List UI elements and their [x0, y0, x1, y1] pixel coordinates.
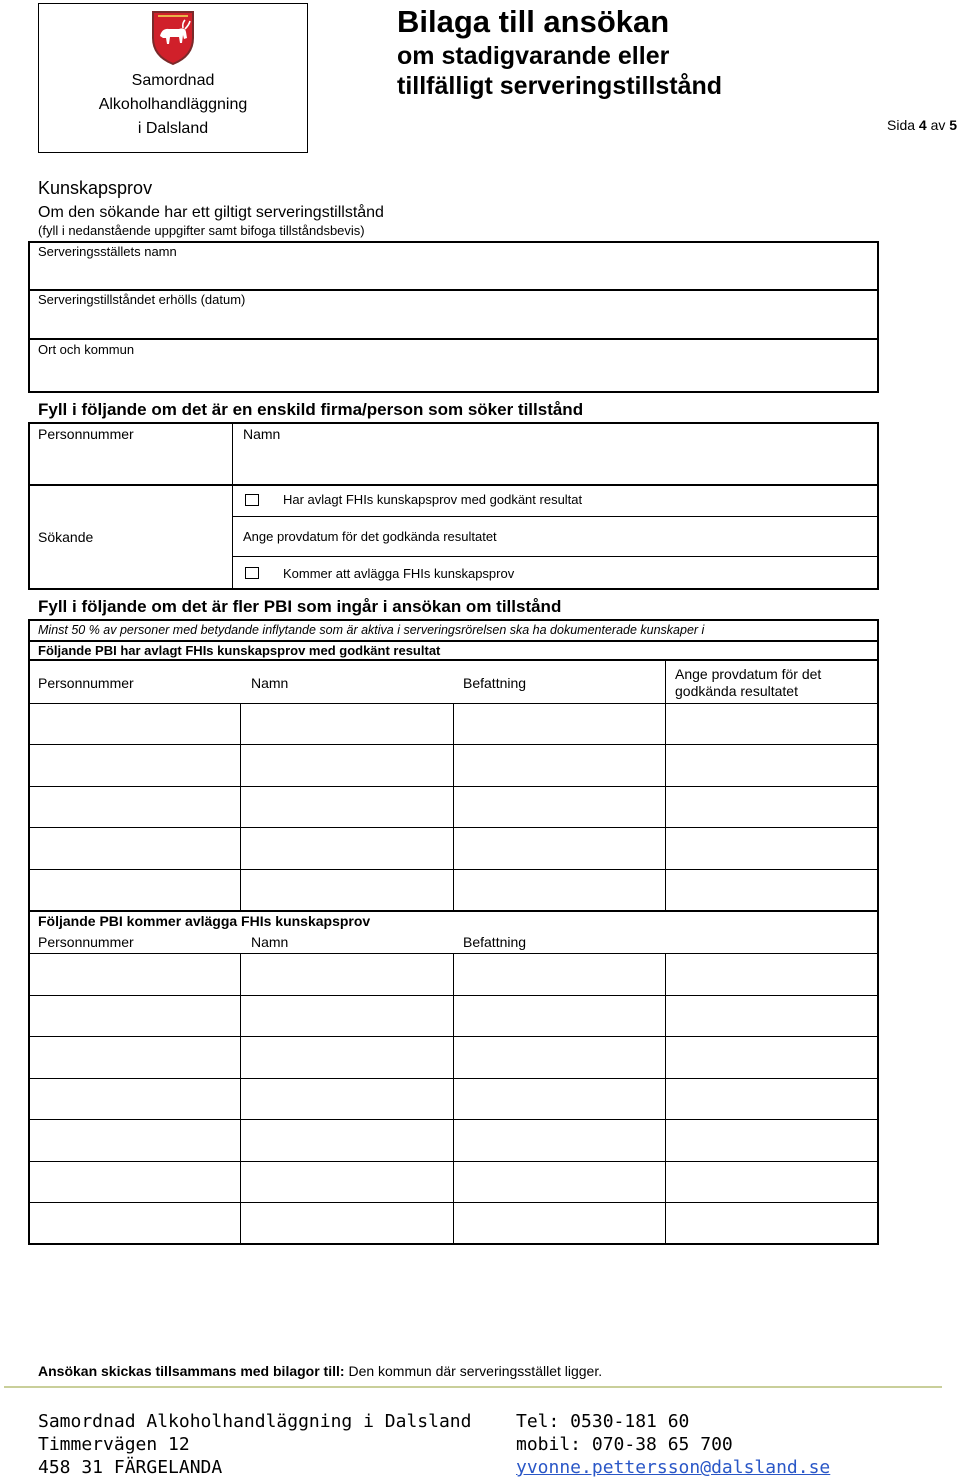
pbi-col-date-line2: godkända resultatet — [675, 683, 798, 699]
pbi-passed-row[interactable] — [30, 870, 877, 910]
applicant-row-label: Sökande — [38, 529, 94, 545]
page-total: 5 — [949, 117, 958, 133]
pbi-will-take-row[interactable] — [30, 1037, 877, 1078]
field-label-venue-name: Serveringsställets namn — [38, 244, 177, 259]
option-will-take-label: Kommer att avlägga FHIs kunskapsprov — [283, 566, 515, 581]
pbi-col-befattning: Befattning — [463, 675, 527, 691]
applicant-namn-input[interactable] — [234, 445, 877, 483]
option-date-label: Ange provdatum för det godkända resultatet — [243, 529, 497, 544]
footer-org-name: Samordnad Alkoholhandläggning i Dalsland — [38, 1411, 472, 1432]
pbi-will-take-row[interactable] — [30, 1162, 877, 1202]
submission-note — [38, 1363, 602, 1379]
pbi-passed-row[interactable] — [30, 745, 877, 786]
document-subtitle-line2: tillfälligt serveringstillstånd — [397, 72, 723, 100]
section-heading-applicant: Fyll i följande om det är en enskild firma/person som söker tillstånd — [38, 400, 584, 419]
footer-mobile: mobil: 070-38 65 700 — [516, 1434, 733, 1455]
footer-divider — [4, 1386, 942, 1388]
submission-note-rest: Den kommun där serveringsstället ligger. — [348, 1363, 603, 1379]
header-logo-box — [38, 3, 308, 153]
pbi-will-take-row[interactable] — [30, 1203, 877, 1243]
section-heading-kunskapsprov: Kunskapsprov — [38, 178, 153, 198]
pbi-will-take-row[interactable] — [30, 996, 877, 1036]
document-title: Bilaga till ansökan — [397, 4, 670, 39]
pbi-note: Minst 50 % av personer med betydande inflytande som är aktiva i serveringsrörelsen ska ha dokumenterade kunskaper i — [38, 623, 705, 637]
section-heading-pbi: Fyll i följande om det är fler PBI som ingår i ansökan om tillstånd — [38, 597, 562, 616]
footer-phone: Tel: 0530-181 60 — [516, 1411, 690, 1432]
location-input[interactable] — [30, 360, 877, 391]
field-label-permit-date: Serveringstillståndet erhölls (datum) — [38, 292, 246, 307]
pbi-will-take-heading: Följande PBI kommer avlägga FHIs kunskapsprov — [38, 913, 371, 929]
applicant-personnummer-input[interactable] — [30, 445, 230, 483]
checkbox-will-take-exam[interactable] — [245, 567, 259, 579]
pbi2-col-befattning: Befattning — [463, 934, 527, 950]
permit-note: (fyll i nedanstående uppgifter samt bifoga tillståndsbevis) — [38, 223, 365, 238]
municipal-crest-icon — [149, 8, 197, 66]
pbi-passed-row[interactable] — [30, 828, 877, 869]
document-subtitle-line1: om stadigvarande eller — [397, 42, 670, 70]
page-number — [887, 117, 957, 133]
pbi-col-namn: Namn — [251, 675, 289, 691]
pbi-will-take-row[interactable] — [30, 954, 877, 995]
page-prefix: Sida — [887, 117, 916, 133]
pbi-passed-row[interactable] — [30, 704, 877, 744]
footer-city: 458 31 FÄRGELANDA — [38, 1457, 223, 1478]
checkbox-passed-exam[interactable] — [245, 494, 259, 506]
field-label-location: Ort och kommun — [38, 342, 135, 357]
pbi-col-date-line1: Ange provdatum för det — [675, 666, 822, 682]
org-name-line3: i Dalsland — [137, 120, 209, 137]
permit-intro: Om den sökande har ett giltigt serveringstillstånd — [38, 204, 384, 221]
pbi-passed-heading: Följande PBI har avlagt FHIs kunskapsprov med godkänt resultat — [38, 643, 441, 658]
applicant-col-namn: Namn — [243, 426, 281, 442]
pbi-will-take-row[interactable] — [30, 1120, 877, 1161]
pbi-passed-row[interactable] — [30, 787, 877, 827]
pbi2-col-namn: Namn — [251, 934, 289, 950]
org-name-line1: Samordnad — [131, 72, 215, 89]
page-of: av — [930, 117, 946, 133]
pbi-will-take-row[interactable] — [30, 1079, 877, 1119]
page-current: 4 — [918, 117, 927, 133]
pbi-col-personnummer: Personnummer — [38, 675, 134, 691]
option-passed-label: Har avlagt FHIs kunskapsprov med godkänt resultat — [283, 492, 583, 507]
footer-email-link[interactable]: yvonne.pettersson@dalsland.se — [516, 1457, 831, 1478]
venue-name-input[interactable] — [30, 262, 877, 288]
org-name-line2: Alkoholhandläggning — [98, 96, 248, 113]
applicant-col-personnummer: Personnummer — [38, 426, 134, 442]
pbi2-col-personnummer: Personnummer — [38, 934, 134, 950]
permit-date-input[interactable] — [30, 310, 877, 337]
footer-street: Timmervägen 12 — [38, 1434, 190, 1455]
submission-note-bold: Ansökan skickas tillsammans med bilagor till: — [38, 1363, 345, 1379]
